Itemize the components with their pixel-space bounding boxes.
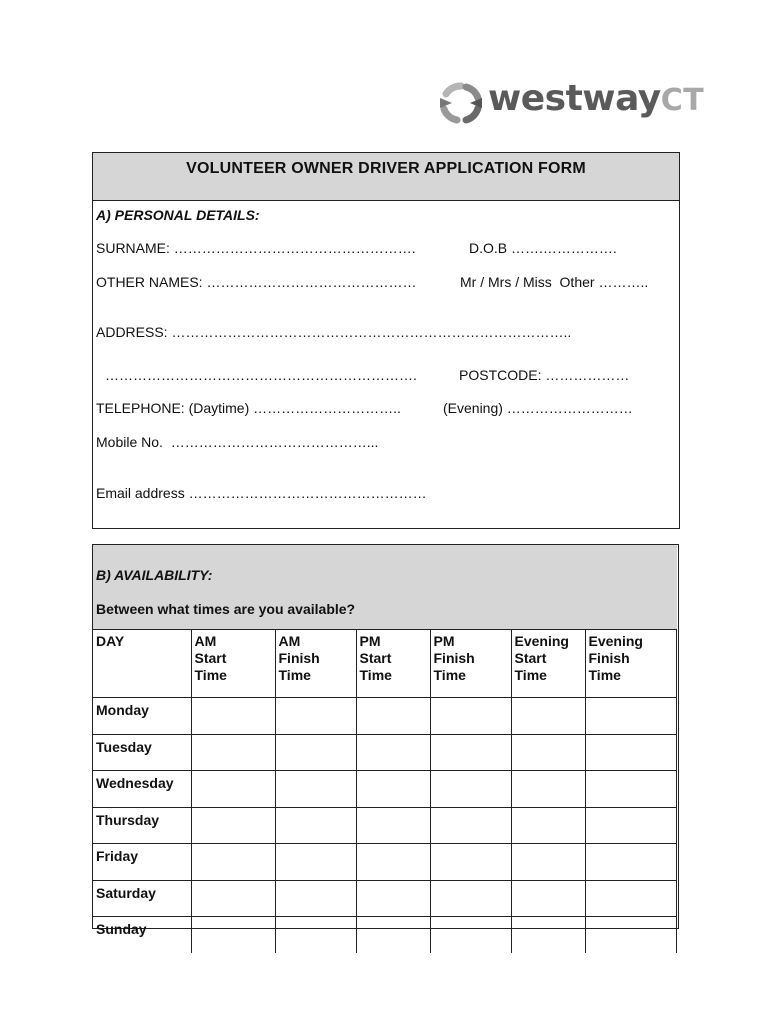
time-cell[interactable] bbox=[430, 734, 511, 771]
day-label: Thursday bbox=[93, 807, 191, 844]
telephone-evening-field[interactable]: (Evening) ……………………… bbox=[443, 400, 633, 416]
time-cell[interactable] bbox=[511, 807, 585, 844]
day-label: Tuesday bbox=[93, 734, 191, 771]
time-cell[interactable] bbox=[275, 734, 356, 771]
table-row bbox=[93, 734, 676, 771]
time-cell[interactable] bbox=[275, 917, 356, 953]
table-row bbox=[93, 880, 676, 917]
time-cell[interactable] bbox=[191, 698, 275, 735]
time-cell[interactable] bbox=[430, 698, 511, 735]
dob-field[interactable]: D.O.B …….……………. bbox=[469, 240, 617, 256]
time-cell[interactable] bbox=[275, 771, 356, 808]
time-cell[interactable] bbox=[191, 734, 275, 771]
column-header-am-start: AM Start Time bbox=[191, 630, 275, 698]
time-cell[interactable] bbox=[430, 771, 511, 808]
time-cell[interactable] bbox=[356, 807, 430, 844]
time-cell[interactable] bbox=[511, 880, 585, 917]
email-field[interactable]: Email address …………………………………………… bbox=[96, 485, 427, 501]
time-cell[interactable] bbox=[275, 698, 356, 735]
westway-ct-logo bbox=[436, 76, 705, 128]
table-row bbox=[93, 917, 676, 953]
time-cell[interactable] bbox=[511, 771, 585, 808]
time-cell[interactable] bbox=[191, 917, 275, 953]
table-row bbox=[93, 698, 676, 735]
time-cell[interactable] bbox=[356, 771, 430, 808]
time-cell[interactable] bbox=[430, 844, 511, 881]
column-header-pm-start: PM Start Time bbox=[356, 630, 430, 698]
time-cell[interactable] bbox=[191, 807, 275, 844]
time-cell[interactable] bbox=[585, 880, 676, 917]
time-cell[interactable] bbox=[356, 917, 430, 953]
logo-suffix: CT bbox=[660, 83, 705, 118]
time-cell[interactable] bbox=[191, 880, 275, 917]
table-row bbox=[93, 771, 676, 808]
surname-field[interactable]: SURNAME: ……………………………………………. bbox=[96, 240, 416, 256]
westway-swirl-icon bbox=[436, 78, 486, 128]
column-header-pm-finish: PM Finish Time bbox=[430, 630, 511, 698]
table-row bbox=[93, 807, 676, 844]
time-cell[interactable] bbox=[191, 771, 275, 808]
time-cell[interactable] bbox=[275, 807, 356, 844]
form-title-bar bbox=[93, 153, 679, 201]
column-header-evening-finish: Evening Finish Time bbox=[585, 630, 676, 698]
column-header-am-finish: AM Finish Time bbox=[275, 630, 356, 698]
day-label: Saturday bbox=[93, 880, 191, 917]
address-line-2-field[interactable]: …………………………………………………………. bbox=[105, 367, 417, 383]
availability-header bbox=[93, 545, 677, 629]
time-cell[interactable] bbox=[356, 844, 430, 881]
time-cell[interactable] bbox=[356, 880, 430, 917]
day-label: Monday bbox=[93, 698, 191, 735]
time-cell[interactable] bbox=[430, 880, 511, 917]
time-cell[interactable] bbox=[430, 807, 511, 844]
day-label: Friday bbox=[93, 844, 191, 881]
personal-details-heading: A) PERSONAL DETAILS: bbox=[96, 207, 260, 223]
column-header-day: DAY bbox=[93, 630, 191, 698]
time-cell[interactable] bbox=[511, 698, 585, 735]
time-cell[interactable] bbox=[585, 698, 676, 735]
time-cell[interactable] bbox=[511, 917, 585, 953]
title-options-field[interactable]: Mr / Mrs / Miss Other ……….. bbox=[460, 274, 649, 290]
day-label: Sunday bbox=[93, 917, 191, 953]
time-cell[interactable] bbox=[585, 807, 676, 844]
time-cell[interactable] bbox=[191, 844, 275, 881]
day-label: Wednesday bbox=[93, 771, 191, 808]
availability-question: Between what times are you available? bbox=[96, 601, 356, 617]
time-cell[interactable] bbox=[275, 880, 356, 917]
form-title: VOLUNTEER OWNER DRIVER APPLICATION FORM bbox=[186, 160, 586, 177]
time-cell[interactable] bbox=[356, 698, 430, 735]
mobile-field[interactable]: Mobile No. ……………………………………... bbox=[96, 434, 379, 450]
telephone-daytime-field[interactable]: TELEPHONE: (Daytime) ………………………….. bbox=[96, 400, 401, 416]
time-cell[interactable] bbox=[585, 771, 676, 808]
time-cell[interactable] bbox=[585, 734, 676, 771]
logo-word: westway bbox=[488, 78, 661, 119]
address-field[interactable]: ADDRESS: ………………………………………………………………………….. bbox=[96, 324, 572, 340]
column-header-evening-start: Evening Start Time bbox=[511, 630, 585, 698]
table-row bbox=[93, 844, 676, 881]
logo-wordmark bbox=[488, 78, 704, 119]
time-cell[interactable] bbox=[430, 917, 511, 953]
personal-details-section bbox=[92, 152, 680, 529]
time-cell[interactable] bbox=[511, 734, 585, 771]
availability-table bbox=[93, 629, 677, 953]
postcode-field[interactable]: POSTCODE: ……………… bbox=[459, 367, 630, 383]
availability-heading: B) AVAILABILITY: bbox=[96, 567, 213, 583]
time-cell[interactable] bbox=[585, 844, 676, 881]
other-names-field[interactable]: OTHER NAMES: ……………………………………… bbox=[96, 274, 417, 290]
time-cell[interactable] bbox=[585, 917, 676, 953]
time-cell[interactable] bbox=[356, 734, 430, 771]
time-cell[interactable] bbox=[275, 844, 356, 881]
table-header-row bbox=[93, 630, 676, 698]
availability-section bbox=[92, 544, 679, 937]
time-cell[interactable] bbox=[511, 844, 585, 881]
